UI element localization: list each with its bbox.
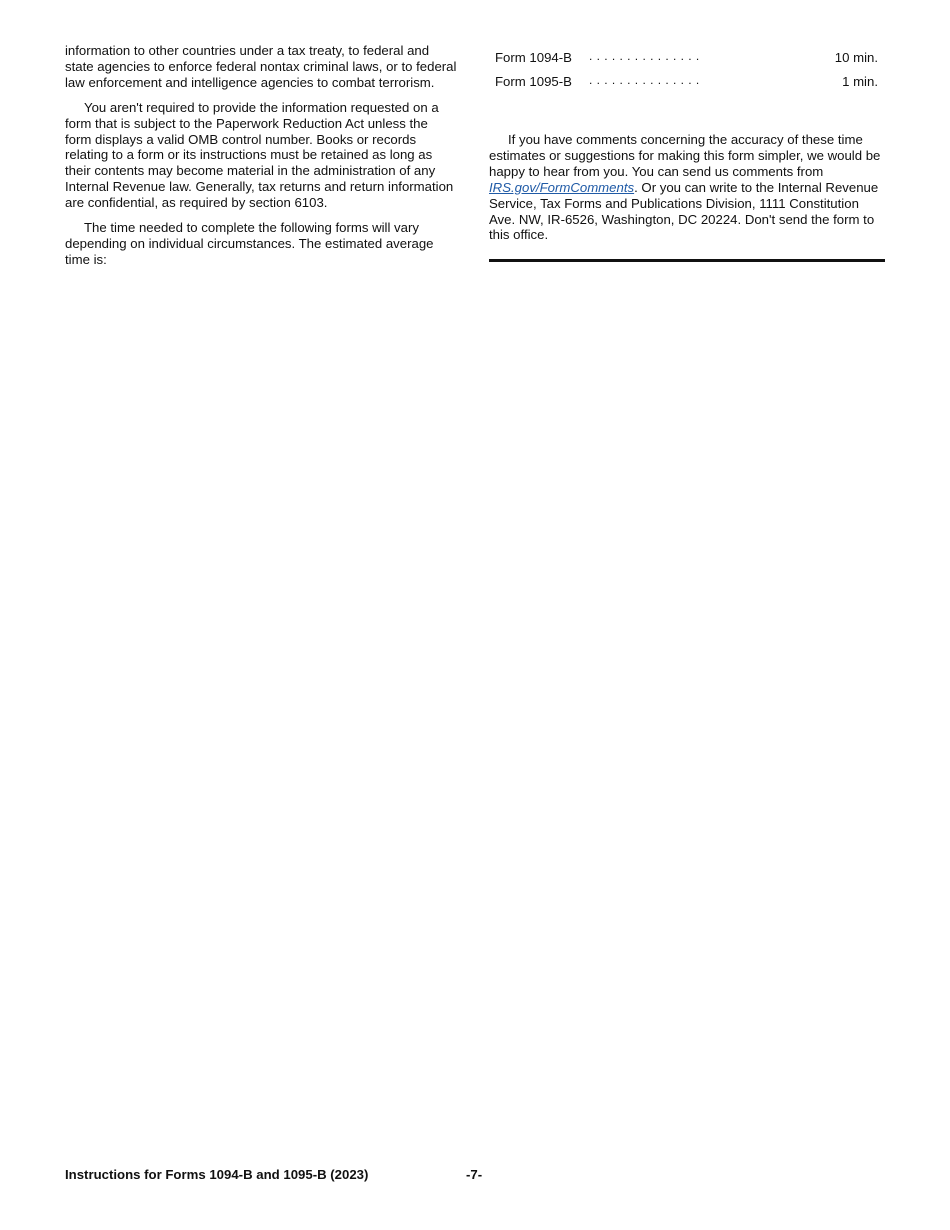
- dot-leader: ...............: [589, 49, 704, 63]
- footer-page-number: -7-: [466, 1167, 483, 1182]
- time-row-1095b: [489, 72, 885, 96]
- form-name: Form 1094-B: [495, 50, 572, 65]
- section-end-rule: [489, 259, 885, 262]
- form-comments-link[interactable]: IRS.gov/FormComments: [489, 179, 635, 195]
- comments-text-after-link: . Or you can write to the Internal Revenue Service, Tax Forms and Publications Division, 1111 Constitution Ave. NW, IR-6526, Washington, DC 20224. Don't send the form to this office.: [489, 179, 879, 243]
- paragraph-comments: [489, 132, 885, 243]
- comments-text-before-link: If you have comments concerning the accuracy of these time estimates or suggestions for making this form simpler, we would be happy to hear from you. You can send us comments from: [489, 132, 881, 179]
- estimated-time: 10 min.: [834, 50, 878, 65]
- time-row-1094b: [489, 48, 885, 72]
- dot-leader: ...............: [589, 73, 704, 87]
- paragraph-disclosure-continued: information to other countries under a tax treaty, to federal and state agencies to enforce federal nontax criminal laws, or to federal law enforcement and intelligence agencies to combat terrorism.: [65, 43, 457, 90]
- form-name: Form 1095-B: [495, 74, 572, 89]
- estimated-time: 1 min.: [842, 74, 878, 89]
- paragraph-paperwork-reduction-act: You aren't required to provide the information requested on a form that is subject to the Paperwork Reduction Act unless the form displays a valid OMB control number. Books or records relating to a form or its instructions must be retained as long as their contents may become material in the administration of any Internal Revenue law. Generally, tax returns and return information are confidential, as required by section 6103.: [65, 99, 454, 211]
- right-column: [489, 48, 885, 243]
- footer-document-title: Instructions for Forms 1094-B and 1095-B (2023): [65, 1167, 369, 1182]
- paragraph-time-estimate-intro: The time needed to complete the following forms will vary depending on individual circumstances. The estimated average time is:: [65, 220, 434, 267]
- left-column: [65, 43, 457, 277]
